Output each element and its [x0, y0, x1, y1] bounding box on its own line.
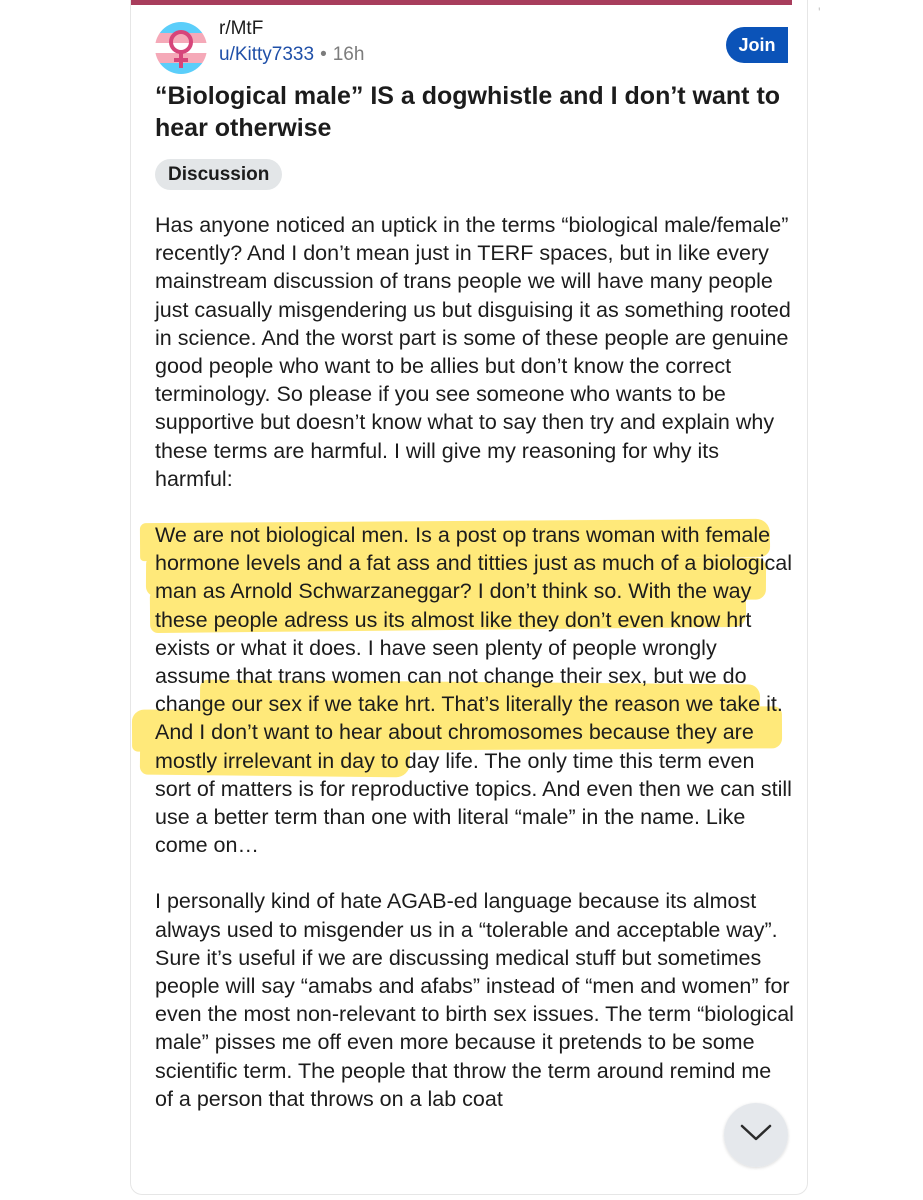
join-button[interactable]: Join [726, 27, 788, 63]
chevron-down-icon [739, 1123, 773, 1148]
body-paragraph: I personally kind of hate AGAB-ed language because its almost always used to misgender us in a “tolerable and acceptable way”. Sure it’s useful if we are discussing medical stuff but sometimes people will say “amabs and afabs” instead of “men and women” for even the most non-relevant to birth sex issues. The term “biological male” pisses me off even more because it pretends to be some scientific term. The people that throw the term around remind me of a person that throws on a lab coat [155, 889, 794, 1111]
post-header [155, 18, 795, 74]
trans-flag-female-symbol-icon[interactable] [155, 22, 207, 74]
body-paragraph: We are not biological men. Is a post op trans woman with female hormone levels and a fat ass and titties just as much of a biological man as Arnold Schwarzaneggar? I don’t think so. With the way these people adress us its almost like they don’t even know hrt exists or what it does. I have seen plenty of people wrongly assume that trans women can not change their sex, but we do change our sex if we take hrt. That’s literally the reason we take it. And I don’t want to hear about chromosomes because they are mostly irrelevant in day to day life. The only time this term even sort of matters is for reproductive topics. And even then we can still use a better term than one with literal “male” in the name. Like come on… [155, 523, 792, 858]
post-age: 16h [332, 44, 365, 65]
scroll-down-button[interactable] [724, 1103, 788, 1167]
post-flair[interactable]: Discussion [155, 159, 282, 190]
post-meta [219, 44, 364, 66]
author-username[interactable]: u/Kitty7333 [219, 44, 315, 65]
meta-separator: • [320, 44, 327, 65]
post-title: “Biological male” IS a dogwhistle and I don’t want to hear otherwise [155, 82, 781, 142]
post-body [155, 211, 795, 1113]
subreddit-name[interactable]: r/MtF [219, 18, 264, 39]
edge-tick: ' [818, 4, 821, 20]
body-paragraph: Has anyone noticed an uptick in the terms “biological male/female” recently? And I don’t mean just in TERF spaces, but in like every mainstream discussion of trans people we will have many people just casually misgendering us but disguising it as something rooted in science. And the worst part is some of these people are genuine good people who want to be allies but don’t know the correct terminology. So please if you see someone who wants to be supportive but doesn’t know what to say then try and explain why these terms are harmful. I will give my reasoning for why its harmful: [155, 213, 791, 491]
